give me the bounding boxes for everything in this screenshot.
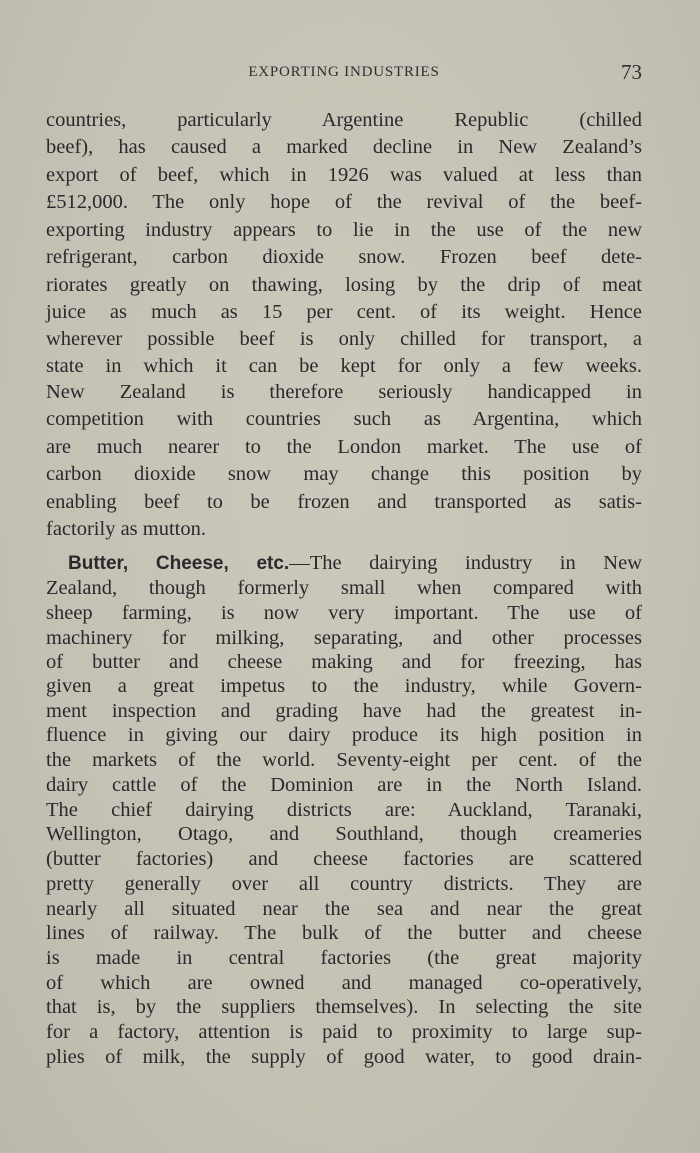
text-line: ment inspection and grading have had the greatest in- [46, 700, 642, 722]
text-line: wherever possible beef is only chilled for transport, a [46, 328, 642, 350]
text-line: beef), has caused a marked decline in New Zealand’s [46, 136, 642, 158]
text-line: dairy cattle of the Dominion are in the North Island. [46, 774, 642, 796]
text-line: for a factory, attention is paid to proximity to large sup- [46, 1021, 642, 1043]
text-line: £512,000. The only hope of the revival of the beef- [46, 191, 642, 213]
text-line: exporting industry appears to lie in the use of the new [46, 219, 642, 241]
text-line: the markets of the world. Seventy-eight per cent. of the [46, 749, 642, 771]
text-line: Wellington, Otago, and Southland, though creameries [46, 823, 642, 845]
text-line: (butter factories) and cheese factories are scattered [46, 848, 642, 870]
text-span: —The dairying industry in New [289, 552, 642, 574]
text-line: countries, particularly Argentine Republic (chilled [46, 109, 642, 131]
page-number: 73 [621, 60, 642, 84]
text-line: that is, by the suppliers themselves). In selecting the site [46, 996, 642, 1018]
text-line: sheep farming, is now very important. The use of [46, 602, 642, 624]
text-line: export of beef, which in 1926 was valued at less than [46, 164, 642, 186]
text-line: juice as much as 15 per cent. of its weight. Hence [46, 301, 642, 323]
text-line: state in which it can be kept for only a few weeks. [46, 355, 642, 377]
text-line: nearly all situated near the sea and near the great [46, 898, 642, 920]
text-line: of butter and cheese making and for freezing, has [46, 651, 642, 673]
text-line: Zealand, though formerly small when compared with [46, 577, 642, 599]
text-line: factorily as mutton. [46, 518, 206, 540]
text-line: are much nearer to the London market. The use of [46, 436, 642, 458]
text-line: is made in central factories (the great majority [46, 947, 642, 969]
running-title: EXPORTING INDUSTRIES [248, 64, 440, 80]
text-line: enabling beef to be frozen and transported as satis- [46, 491, 642, 513]
text-line-first [68, 551, 642, 576]
text-line: lines of railway. The bulk of the butter and cheese [46, 922, 642, 944]
text-line: The chief dairying districts are: Auckland, Taranaki, [46, 799, 642, 821]
running-head [46, 60, 642, 86]
section-heading: Butter, Cheese, etc. [68, 553, 290, 574]
text-line: machinery for milking, separating, and other processes [46, 627, 642, 649]
text-line: competition with countries such as Argentina, which [46, 408, 642, 430]
text-line: pretty generally over all country districts. They are [46, 873, 642, 895]
text-line: refrigerant, carbon dioxide snow. Frozen beef dete- [46, 246, 642, 268]
text-line: riorates greatly on thawing, losing by the drip of meat [46, 274, 642, 296]
text-line: plies of milk, the supply of good water, to good drain- [46, 1046, 642, 1068]
text-line: fluence in giving our dairy produce its high position in [46, 724, 642, 746]
text-line: New Zealand is therefore seriously handicapped in [46, 381, 642, 403]
text-line: of which are owned and managed co-operatively, [46, 972, 642, 994]
text-line: carbon dioxide snow may change this position by [46, 463, 642, 485]
text-line: given a great impetus to the industry, while Govern- [46, 675, 642, 697]
